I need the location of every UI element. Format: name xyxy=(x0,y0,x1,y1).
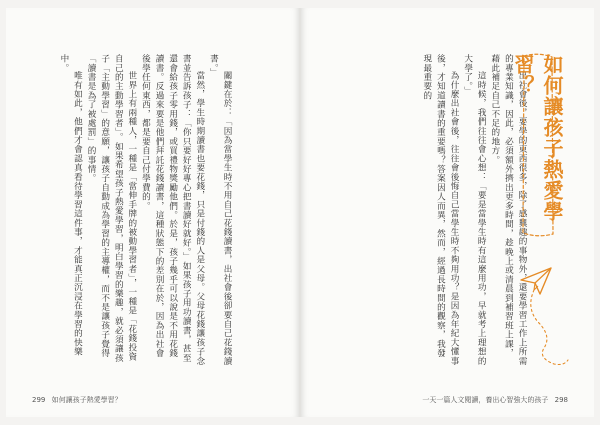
page-number: 298 xyxy=(554,396,568,404)
right-page xyxy=(301,8,594,417)
left-page xyxy=(6,8,299,417)
paragraph: 為什麼出社會後，往往會後悔自己當學生時不夠用功？是因為年紀大懂事後，才知道讀書的重要嗎？答案因人而異，然而，經過長時間的觀察，我發現最重要的 xyxy=(421,54,460,366)
paragraph: 這時候，我們往往會心想：「要是當學生時有這麼用功，早就考上理想的大學了。」 xyxy=(462,54,487,366)
left-footer xyxy=(28,395,122,405)
chapter-title: 如何讓孩子熱愛學習？ xyxy=(511,54,564,222)
page-number: 299 xyxy=(32,396,46,404)
running-title: 如何讓孩子熱愛學習？ xyxy=(51,396,122,404)
paragraph: 當然，學生時期讀書也要花錢，只是付錢的人是父母。父母花錢讓孩子念書並告訴孩子：「你只要好好專心把書讀好就好。」如果孩子用功讀書，甚至還會給孩子零用錢，或買禮物獎勵他們。於是，孩子幾乎可以說是不用花錢讀書。反過來要是他們拜託花錢讀書，這種狀態下的差別在於，因為出社會後學任何東西，都是要自己付學費的。 xyxy=(140,54,205,366)
paragraph: 世界上有兩種人，一種是「當伸手牌的被動學習者」，一種是「花錢投資自己的主動學習者」。如果希望孩子熱愛學習，明白學習的樂趣，就必須讓孩子「主動學習」的意願，讓孩子自動成為學習的主導權，而不是讓孩子覺得「讀書是為了被處罰」的事情。 xyxy=(86,54,137,363)
running-title: 一天一篇人文閱讀，養出心智強大的孩子 xyxy=(422,396,549,404)
dotted-trail-icon xyxy=(524,286,570,368)
right-footer xyxy=(422,395,572,405)
paragraph: 出社會後，要學的東西很多，除了感興趣的事物外，還要學習工作上所需的專業知識，因此，必須額外擠出更多時間，趁晚上或清晨到補習班上課，藉此補足自己不足的地方。 xyxy=(489,54,527,366)
paragraph: 唯有如此，他們才會認真看待學習這件事，才能真正沉浸在學習的快樂中。 xyxy=(58,54,83,357)
paragraph: 關鍵在於：「因為當學生時不用自己花錢讀書，出社會後卻要自己花錢讀書。」 xyxy=(208,54,232,366)
left-body-text xyxy=(15,54,233,366)
chapter-title-block xyxy=(511,50,564,240)
